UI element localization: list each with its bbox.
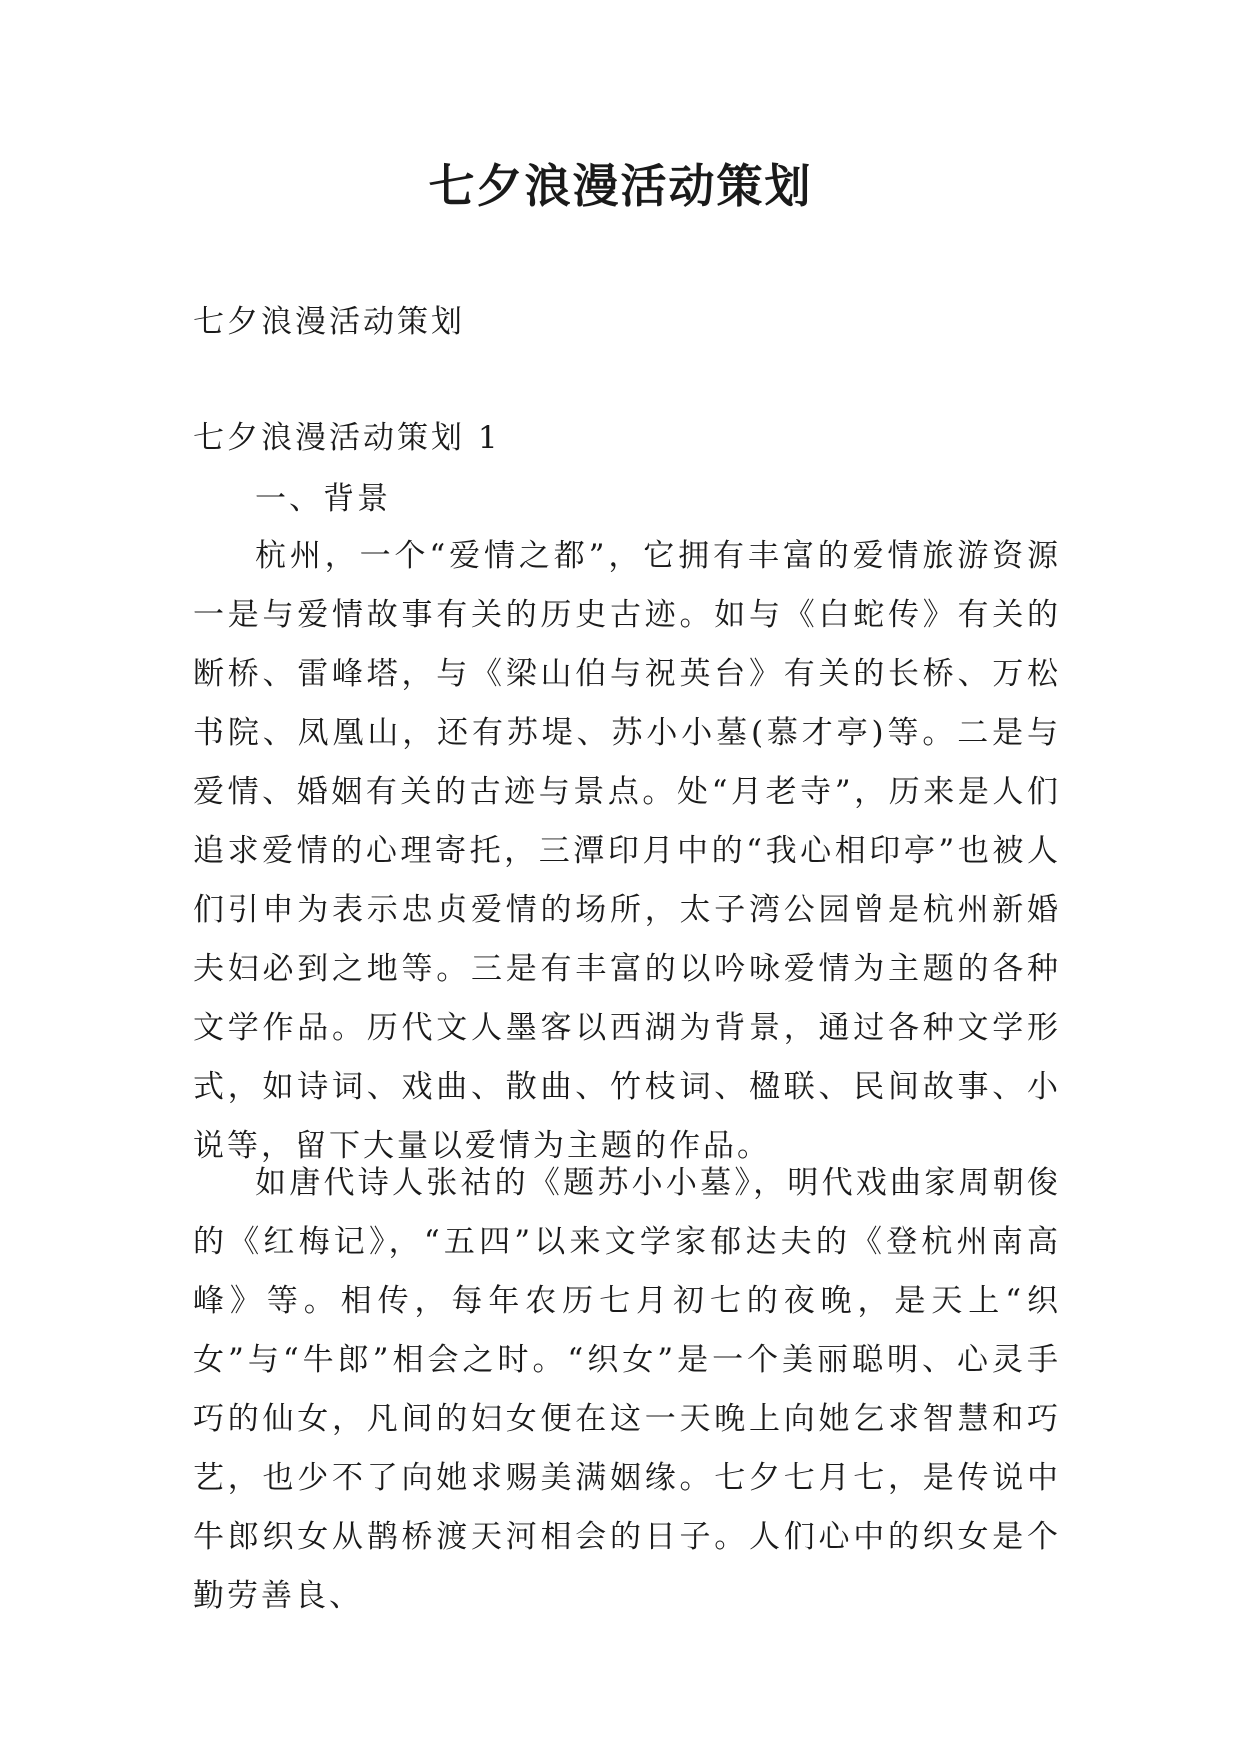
body-paragraph: 杭州，一个“爱情之都”，它拥有丰富的爱情旅游资源一是与爱情故事有关的历史古迹。如与《白蛇传》有关的断桥、雷峰塔，与《梁山伯与祝英台》有关的长桥、万松书院、凤凰山，还有苏堤、苏小小墓(慕才亭)等。二是与爱情、婚姻有关的古迹与景点。处“月老寺”，历来是人们追求爱情的心理寄托，三潭印月中的“我心相印亭”也被人们引申为表示忠贞爱情的场所，太子湾公园曾是杭州新婚夫妇必到之地等。三是有丰富的以吟咏爱情为主题的各种文学作品。历代文人墨客以西湖为背景，通过各种文学形式，如诗词、戏曲、散曲、竹枝词、楹联、民间故事、小说等，留下大量以爱情为主题的作品。 — [193, 538, 1061, 1164]
document-subtitle: 七夕浪漫活动策划 — [193, 304, 465, 340]
section-heading: 七夕浪漫活动策划 1 — [193, 420, 501, 456]
background-heading: 一、背景 — [255, 481, 391, 517]
body-paragraph: 如唐代诗人张祜的《题苏小小墓》，明代戏曲家周朝俊的《红梅记》，“五四”以来文学家郁达夫的《登杭州南高峰》等。相传，每年农历七月初七的夜晚，是天上“织女”与“牛郎”相会之时。“织女”是一个美丽聪明、心灵手巧的仙女，凡间的妇女便在这一天晚上向她乞求智慧和巧艺，也少不了向她求赐美满姻缘。七夕七月七，是传说中牛郎织女从鹊桥渡天河相会的日子。人们心中的织女是个勤劳善良、 — [193, 1165, 1061, 1614]
document-title: 七夕浪漫活动策划 — [428, 159, 813, 213]
